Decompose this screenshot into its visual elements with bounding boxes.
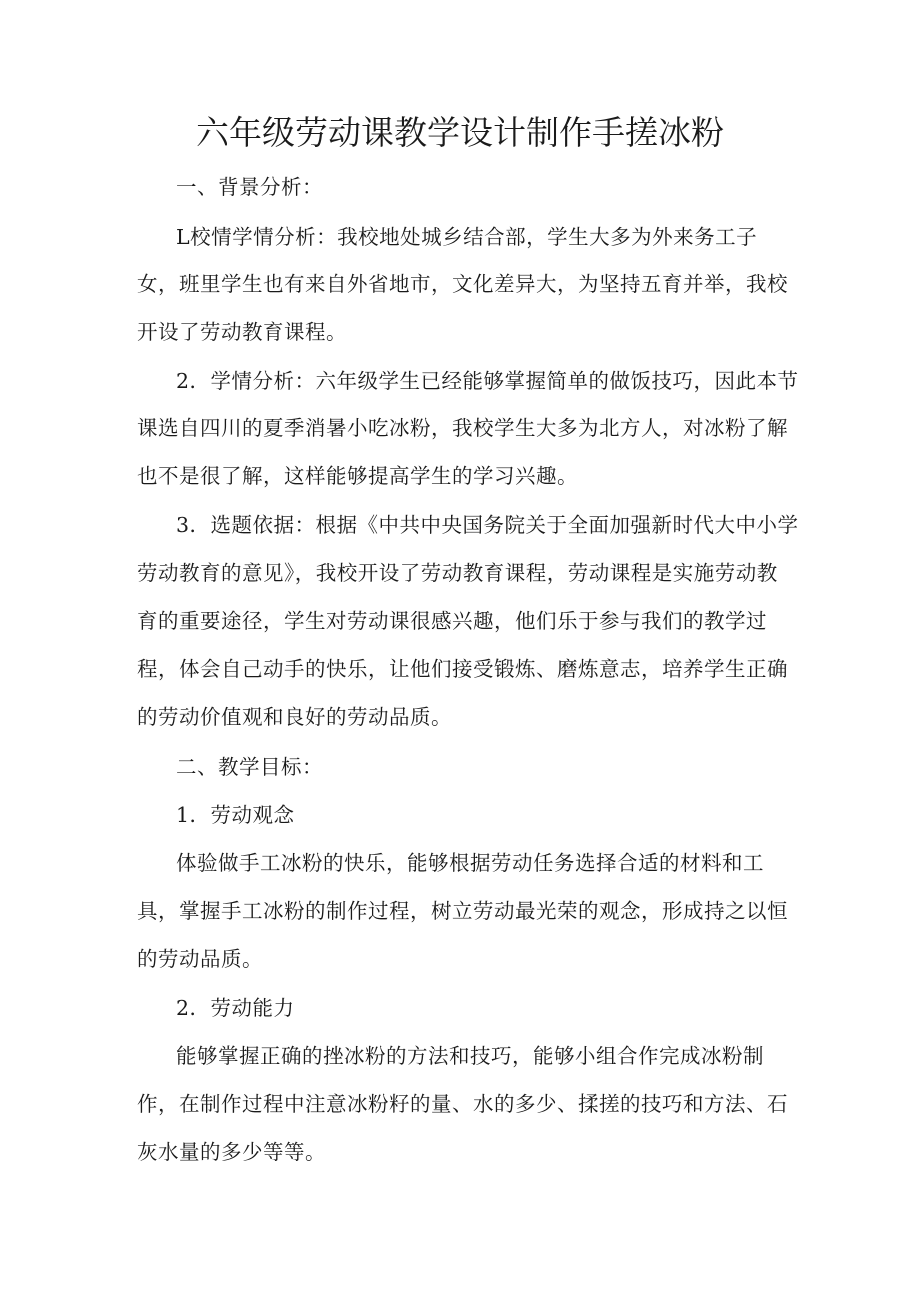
- paragraph-line: 育的重要途径，学生对劳动课很感兴趣，他们乐于参与我们的教学过: [137, 609, 767, 633]
- section-heading-objectives: 二、教学目标：: [176, 755, 323, 779]
- document-title: 六年级劳动课教学设计制作手搓冰粉: [196, 113, 724, 152]
- paragraph-line: 能够掌握正确的挫冰粉的方法和技巧，能够小组合作完成冰粉制: [176, 1044, 764, 1068]
- paragraph-line: 灰水量的多少等等。: [137, 1140, 326, 1164]
- subheading-labor-concept: 1．劳动观念: [176, 803, 295, 827]
- paragraph-line: 女，班里学生也有来自外省地市，文化差异大，为坚持五育并举，我校: [137, 272, 788, 296]
- paragraph-line: 程，体会自己动手的快乐，让他们接受锻炼、磨炼意志，培养学生正确: [137, 657, 788, 681]
- paragraph-line: 2．学情分析：六年级学生已经能够掌握简单的做饭技巧，因此本节: [176, 369, 799, 393]
- paragraph-line: 开设了劳动教育课程。: [137, 320, 347, 344]
- paragraph-line: 课选自四川的夏季消暑小吃冰粉，我校学生大多为北方人，对冰粉了解: [137, 416, 788, 440]
- paragraph-line: 的劳动品质。: [137, 947, 263, 971]
- paragraph-line: 体验做手工冰粉的快乐，能够根据劳动任务选择合适的材料和工: [176, 851, 764, 875]
- paragraph-line: 的劳动价值观和良好的劳动品质。: [137, 705, 452, 729]
- paragraph-line: 劳动教育的意见》，我校开设了劳动教育课程，劳动课程是实施劳动教: [137, 561, 778, 585]
- paragraph-line: L校情学情分析：我校地处城乡结合部，学生大多为外来务工子: [176, 225, 758, 249]
- paragraph-line: 作，在制作过程中注意冰粉籽的量、水的多少、揉搓的技巧和方法、石: [137, 1092, 788, 1116]
- paragraph-line: 也不是很了解，这样能够提高学生的学习兴趣。: [137, 464, 578, 488]
- paragraph-line: 具，掌握手工冰粉的制作过程，树立劳动最光荣的观念，形成持之以恒: [137, 899, 788, 923]
- subheading-labor-ability: 2．劳动能力: [176, 996, 295, 1020]
- section-heading-background: 一、背景分析：: [176, 175, 323, 199]
- paragraph-line: 3．选题依据：根据《中共中央国务院关于全面加强新时代大中小学: [176, 513, 799, 537]
